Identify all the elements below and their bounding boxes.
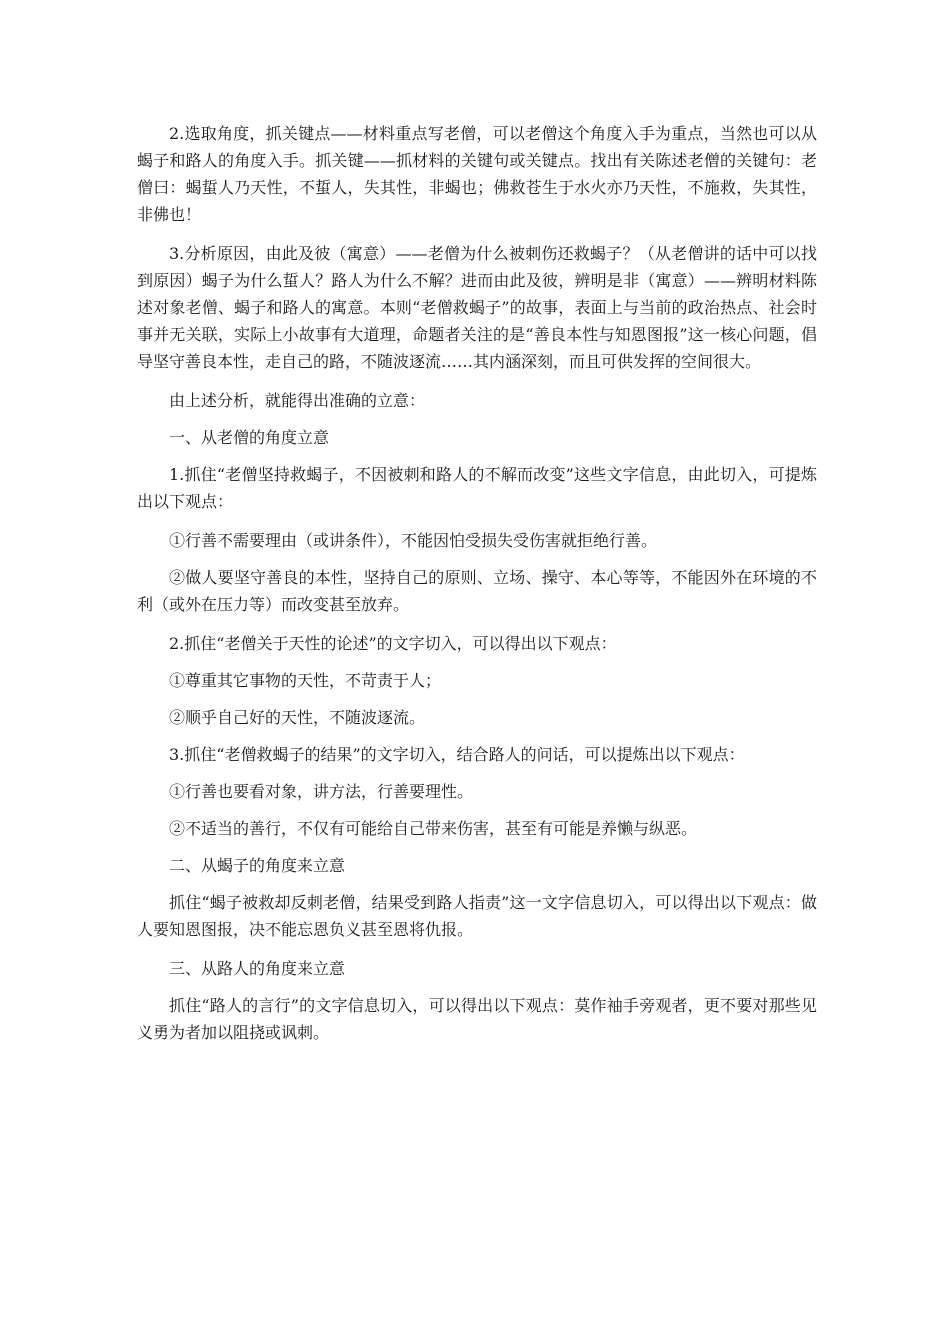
paragraph-conclusion-intro: 由上述分析，就能得出准确的立意： <box>169 391 426 410</box>
list-item-monk-3a: ①行善也要看对象，讲方法，行善要理性。 <box>169 782 474 801</box>
heading-monk-angle: 一、从老僧的角度立意 <box>169 428 330 447</box>
list-item-monk-3b: ②不适当的善行，不仅有可能给自己带来伤害，甚至有可能是养懒与纵恶。 <box>169 819 698 838</box>
list-item-monk-1a: ①行善不需要理由（或讲条件），不能因怕受损失受伤害就拒绝行善。 <box>169 531 658 550</box>
paragraph-passerby-point: 抓住“路人的言行”的文字信息切入，可以得出以下观点：莫作袖手旁观者，更不要对那些见义勇为者加以阻挠或讽刺。 <box>137 996 817 1042</box>
paragraph-angle-selection: 2.选取角度，抓关键点——材料重点写老僧，可以老僧这个角度入手为重点，当然也可以从蝎子和路人的角度入手。抓关键——抓材料的关键句或关键点。找出有关陈述老僧的关键句：老僧曰：蝎蜇人乃天性，不蜇人，失其性，非蝎也；佛救苍生于水火亦乃天性，不施救，失其性，非佛也！ <box>137 124 817 224</box>
list-item-monk-2b: ②顺乎自己好的天性，不随波逐流。 <box>169 708 426 727</box>
heading-scorpion-angle: 二、从蝎子的角度来立意 <box>169 856 346 875</box>
paragraph-scorpion-point: 抓住“蝎子被救却反刺老僧，结果受到路人指责”这一文字信息切入，可以得出以下观点：做人要知恩图报，决不能忘恩负义甚至恩将仇报。 <box>137 893 817 939</box>
heading-passerby-angle: 三、从路人的角度来立意 <box>169 959 346 978</box>
paragraph-monk-point-3: 3.抓住“老僧救蝎子的结果”的文字切入，结合路人的问话，可以提炼出以下观点： <box>169 745 745 764</box>
list-item-monk-1b: ②做人要坚守善良的本性，坚持自己的原则、立场、操守、本心等等，不能因外在环境的不利（或外在压力等）而改变甚至放弃。 <box>137 568 817 614</box>
paragraph-monk-point-2: 2.抓住“老僧关于天性的论述”的文字切入，可以得出以下观点： <box>169 634 617 653</box>
document-body <box>137 120 817 1058</box>
paragraph-monk-point-1: 1.抓住“老僧坚持救蝎子，不因被刺和路人的不解而改变”这些文字信息，由此切入，可提炼出以下观点： <box>137 465 817 511</box>
list-item-monk-2a: ①尊重其它事物的天性，不苛责于人； <box>169 671 442 690</box>
paragraph-cause-analysis: 3.分析原因，由此及彼（寓意）——老僧为什么被刺伤还救蝎子？（从老僧讲的话中可以找到原因）蝎子为什么蜇人？路人为什么不解？进而由此及彼，辨明是非（寓意）——辨明材料陈述对象老僧、蝎子和路人的寓意。本则“老僧救蝎子”的故事，表面上与当前的政治热点、社会时事并无关联，实际上小故事有大道理，命题者关注的是“善良本性与知恩图报”这一核心问题，倡导坚守善良本性，走自己的路，不随波逐流……其内涵深刻，而且可供发挥的空间很大。 <box>137 244 817 371</box>
